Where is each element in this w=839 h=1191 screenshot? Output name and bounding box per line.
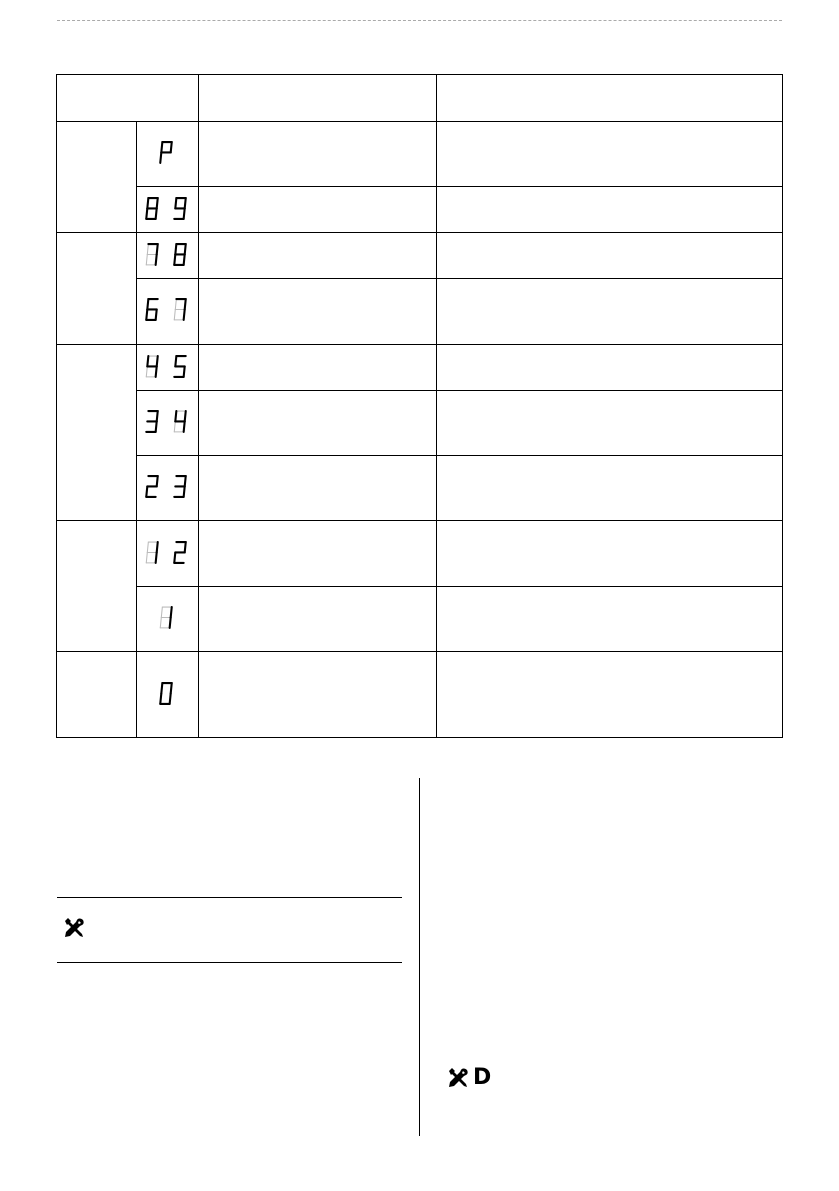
segment-f <box>147 356 148 366</box>
row-line <box>136 390 782 391</box>
col-divider-2 <box>198 75 199 737</box>
col-divider-3 <box>436 75 437 737</box>
digit <box>172 243 188 267</box>
segment-f <box>175 411 176 421</box>
segment-b <box>185 476 186 486</box>
segment-b <box>157 476 158 486</box>
level-display <box>0 410 839 434</box>
segment-c <box>156 208 157 218</box>
level-display <box>0 141 839 165</box>
segment-c <box>170 617 171 627</box>
segment-c <box>156 366 157 376</box>
digit <box>172 298 188 322</box>
heat-setting-table <box>56 74 783 738</box>
digit <box>158 606 174 630</box>
column-divider <box>419 778 420 1136</box>
level-display <box>0 606 839 630</box>
segment-c <box>184 309 185 319</box>
wrench-screwdriver-icon <box>446 1066 470 1095</box>
service-code-letter: D <box>473 1065 492 1090</box>
segment-b <box>171 683 172 693</box>
level-display <box>0 355 839 379</box>
segment-c <box>184 421 185 431</box>
row-line <box>136 278 782 279</box>
level-display <box>0 541 839 565</box>
level-display <box>0 475 839 499</box>
segment-e <box>146 486 147 496</box>
digit <box>144 197 160 221</box>
level-display <box>0 243 839 267</box>
segment-f <box>161 683 162 693</box>
level-display <box>0 298 839 322</box>
segment-f <box>147 299 148 309</box>
digit <box>172 475 188 499</box>
segment-b <box>171 142 172 152</box>
segment-c <box>184 254 185 264</box>
note-top-rule <box>57 897 402 898</box>
digit <box>172 355 188 379</box>
digit <box>172 541 188 565</box>
row-line <box>136 455 782 456</box>
segment-f <box>147 198 148 208</box>
segment-c <box>170 693 171 703</box>
segment-b <box>171 607 172 617</box>
segment-e <box>160 152 161 162</box>
digit <box>172 197 188 221</box>
group-line <box>57 520 782 521</box>
segment-c <box>184 486 185 496</box>
segment-e <box>174 552 175 562</box>
segment-c <box>184 366 185 376</box>
segment-e <box>146 208 147 218</box>
segment-c <box>156 421 157 431</box>
segment-e <box>174 254 175 264</box>
digit <box>158 682 174 706</box>
segment-b <box>185 411 186 421</box>
digit <box>144 410 160 434</box>
segment-b <box>185 244 186 254</box>
row-line <box>136 186 782 187</box>
segment-c <box>156 552 157 562</box>
digit <box>158 141 174 165</box>
header-row-line <box>57 121 782 122</box>
level-display <box>0 682 839 706</box>
segment-b <box>157 411 158 421</box>
note-bottom-rule <box>57 962 402 963</box>
digit <box>144 243 160 267</box>
group-line <box>57 651 782 652</box>
digit <box>144 541 160 565</box>
segment-b <box>185 198 186 208</box>
segment-b <box>157 356 158 366</box>
segment-e <box>146 309 147 319</box>
digit <box>172 410 188 434</box>
segment-c <box>184 208 185 218</box>
segment-c <box>156 309 157 319</box>
segment-f <box>175 356 176 366</box>
segment-c <box>156 254 157 264</box>
header-rule <box>57 20 782 21</box>
segment-b <box>185 542 186 552</box>
level-display <box>0 197 839 221</box>
segment-b <box>185 299 186 309</box>
segment-f <box>175 244 176 254</box>
segment-b <box>157 542 158 552</box>
digit <box>144 298 160 322</box>
group-line <box>57 232 782 233</box>
group-line <box>57 344 782 345</box>
segment-b <box>157 198 158 208</box>
digit <box>144 355 160 379</box>
row-line <box>136 586 782 587</box>
wrench-screwdriver-icon <box>62 916 86 945</box>
segment-f <box>161 142 162 152</box>
segment-b <box>157 244 158 254</box>
segment-e <box>160 693 161 703</box>
segment-f <box>175 198 176 208</box>
digit <box>144 475 160 499</box>
